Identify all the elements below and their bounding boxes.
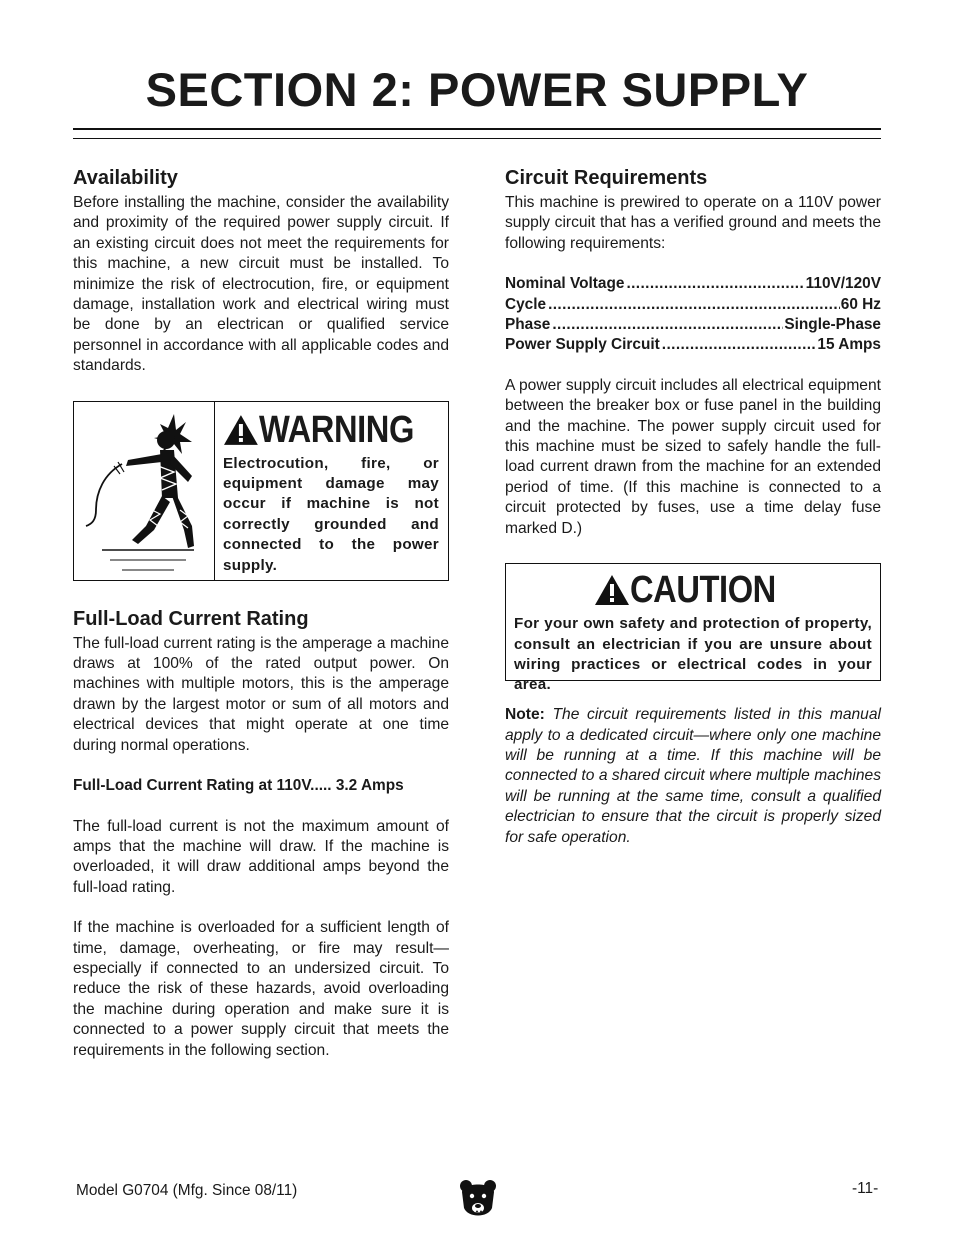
caution-header xyxy=(594,570,872,610)
spec-row xyxy=(505,335,881,355)
footer-model: Model G0704 (Mfg. Since 08/11) xyxy=(76,1182,298,1199)
warning-box xyxy=(73,401,449,581)
circuit-body: A power supply circuit includes all electrical equipment between the breaker box or fuse panel in the building and the machine. The power supply circuit used for this machine must be sized to safely handle the full-load current drawn from the machine for an extended period of time. (If this machine is connected to a circuit protected by fuses, use a time delay fuse marked D.) xyxy=(505,376,881,537)
spec-list xyxy=(505,274,881,356)
title-rule-thick xyxy=(73,128,881,130)
spec-label: Cycle xyxy=(505,295,547,313)
full-load-rating-label: Full-Load Current Rating at 110V xyxy=(73,777,311,795)
full-load-rating-value: 3.2 Amps xyxy=(335,777,404,795)
spec-row xyxy=(505,295,881,315)
warning-header xyxy=(223,410,439,450)
page-title: SECTION 2: POWER SUPPLY xyxy=(145,63,809,116)
caution-box xyxy=(505,563,881,694)
caution-text: For your own safety and protection of property, consult an electrician if you are unsure about wiring practices or electrical codes in your area. xyxy=(514,615,872,694)
warning-text: Electrocution, fire, or equipment damage may occur if machine is not correctly grounded and connected to the power supply. xyxy=(223,454,439,574)
spec-label: Phase xyxy=(505,316,551,334)
spec-value: 15 Amps xyxy=(817,336,881,354)
electrocution-hazard-icon xyxy=(74,402,215,580)
caution-label: CAUTION xyxy=(630,569,776,612)
spec-label: Power Supply Circuit xyxy=(505,336,660,354)
warning-label: WARNING xyxy=(258,408,414,451)
title-rule-thin xyxy=(73,138,881,139)
note xyxy=(505,705,881,848)
availability-heading: Availability xyxy=(73,167,178,189)
warning-triangle-icon xyxy=(223,413,259,447)
full-load-body-2: The full-load current is not the maximum amount of amps that the machine will draw. If the machine is overloaded, it will draw additional amps beyond the full-load rating. xyxy=(73,817,449,896)
full-load-rating xyxy=(73,776,449,796)
circuit-intro: This machine is prewired to operate on a 110V power supply circuit that has a verified ground and meets the following requirements: xyxy=(505,194,881,252)
spec-value: Single-Phase xyxy=(784,316,881,334)
spec-value: 60 Hz xyxy=(840,295,881,313)
page-number: -11- xyxy=(852,1180,879,1197)
circuit-heading: Circuit Requirements xyxy=(505,167,708,189)
spec-row xyxy=(505,274,881,294)
right-column xyxy=(505,166,881,848)
full-load-heading: Full-Load Current Rating xyxy=(73,607,309,630)
note-text: The circuit requirements listed in this manual apply to a dedicated circuit—where only one machine will be running at a time. If this machine will be connected to a shared circuit where multiple machines will be running at the same time, consult a qualified electrician to ensure that the circuit is properly sized for safe operation. xyxy=(505,706,881,846)
spec-row xyxy=(505,315,881,335)
full-load-body-3: If the machine is overloaded for a sufficient length of time, damage, overheating, or fire may result—especially if connected to an undersized circuit. To reduce the risk of these hazards, avoid overloading the machine during operation and make sure it is connected to a power supply circuit that meets the requirements in the following section. xyxy=(73,919,449,1059)
warning-triangle-icon xyxy=(594,573,630,607)
note-lead: Note: xyxy=(505,706,545,724)
spec-label: Nominal Voltage xyxy=(505,275,625,293)
spec-value: 110V/120V xyxy=(805,275,881,293)
full-load-body-1: The full-load current rating is the amperage a machine draws at 100% of the rated output power. On machines with multiple motors, this is the amperage drawn by the largest motor or sum of all motors and electrical devices that might operate at one time during normal operations. xyxy=(73,634,449,754)
left-column xyxy=(73,166,449,1061)
warning-content xyxy=(223,410,439,576)
availability-body: Before installing the machine, consider the availability and proximity of the required power supply circuit. If an existing circuit does not meet the requirements for this machine, a new circuit must be installed. To minimize the risk of electrocution, fire, or equipment damage, installation work and electrical wiring must be done by an electrican or qualified service personnel in accordance with all applicable codes and standards. xyxy=(73,194,449,375)
full-load-rating-dots: ..... xyxy=(310,777,332,795)
bear-logo-icon xyxy=(458,1178,498,1222)
